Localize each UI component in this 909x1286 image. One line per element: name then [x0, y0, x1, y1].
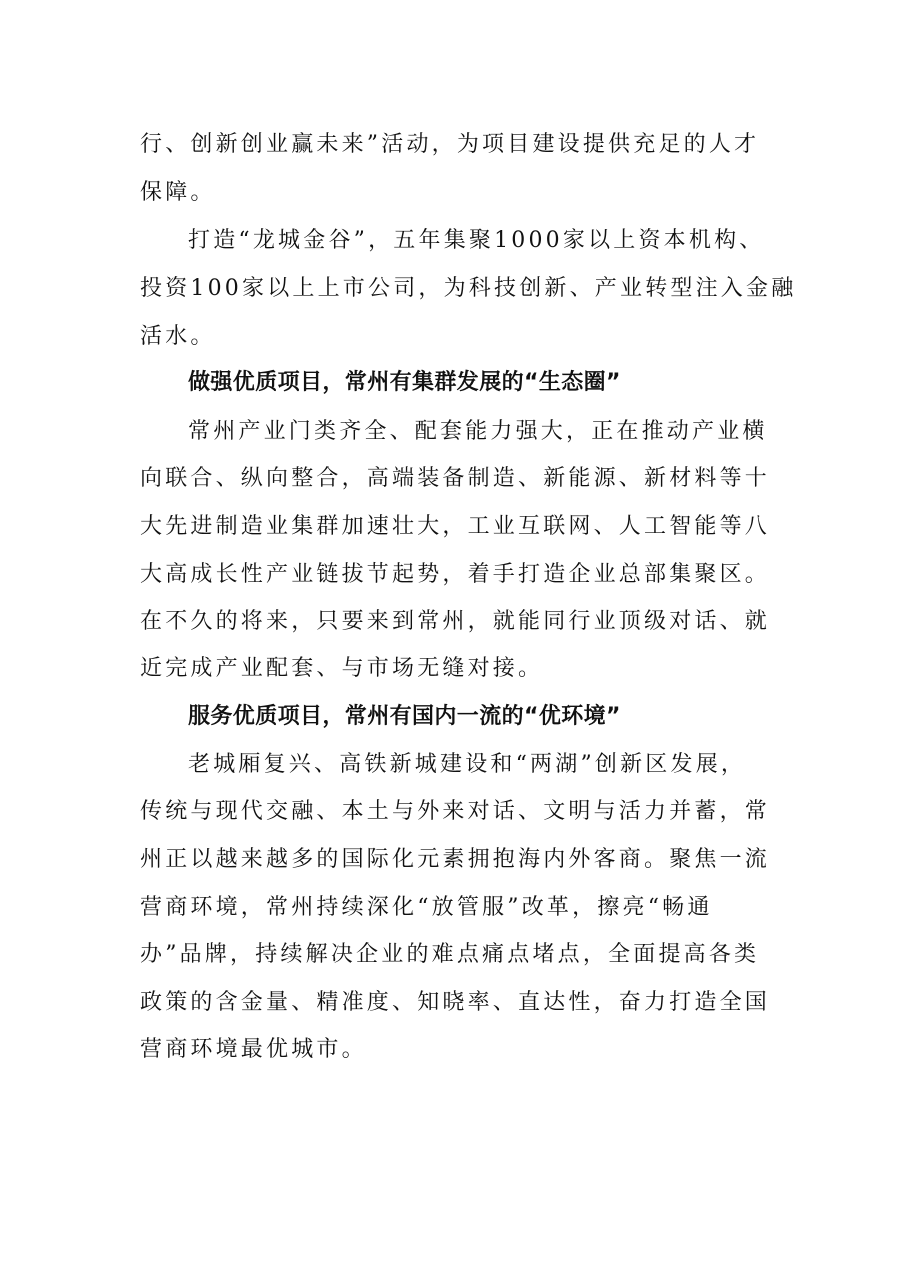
paragraph-line: 大高成长性产业链拔节起势，着手打造企业总部集聚区。 — [140, 562, 771, 587]
paragraph-line: 打造“龙城金谷”，五年集聚1000家以上资本机构、 — [188, 228, 765, 253]
paragraph-line: 营商环境，常州持续深化“放管服”改革，擦亮“畅通 — [140, 895, 713, 920]
paragraph-line: 投资100家以上上市公司，为科技创新、产业转型注入金融 — [140, 276, 797, 301]
paragraph-line: 政策的含金量、精准度、知晓率、直达性，奋力打造全国 — [140, 990, 771, 1015]
intro-line: 保障。 — [140, 180, 216, 205]
paragraph-line: 老城厢复兴、高铁新城建设和“两湖”创新区发展， — [188, 752, 747, 777]
paragraph-line: 大先进制造业集群加速壮大，工业互联网、人工智能等八 — [140, 514, 771, 539]
section-heading: 服务优质项目，常州有国内一流的“优环境” — [188, 704, 621, 729]
paragraph-line: 向联合、纵向整合，高端装备制造、新能源、新材料等十 — [140, 466, 771, 491]
paragraph-line: 常州产业门类齐全、配套能力强大，正在推动产业横 — [188, 419, 768, 444]
paragraph-line: 营商环境最优城市。 — [140, 1037, 367, 1062]
paragraph-line: 活水。 — [140, 324, 216, 349]
paragraph-line: 办”品牌，持续解决企业的难点痛点堵点，全面提高各类 — [140, 942, 760, 967]
section-heading: 做强优质项目，常州有集群发展的“生态圈” — [188, 370, 621, 395]
paragraph-line: 传统与现代交融、本土与外来对话、文明与活力并蓄，常 — [140, 799, 771, 824]
intro-line: 行、创新创业赢未来”活动，为项目建设提供充足的人才 — [140, 132, 760, 157]
paragraph-line: 在不久的将来，只要来到常州，就能同行业顶级对话、就 — [140, 609, 771, 634]
paragraph-line: 近完成产业配套、与市场无缝对接。 — [140, 656, 544, 681]
paragraph-line: 州正以越来越多的国际化元素拥抱海内外客商。聚焦一流 — [140, 847, 771, 872]
